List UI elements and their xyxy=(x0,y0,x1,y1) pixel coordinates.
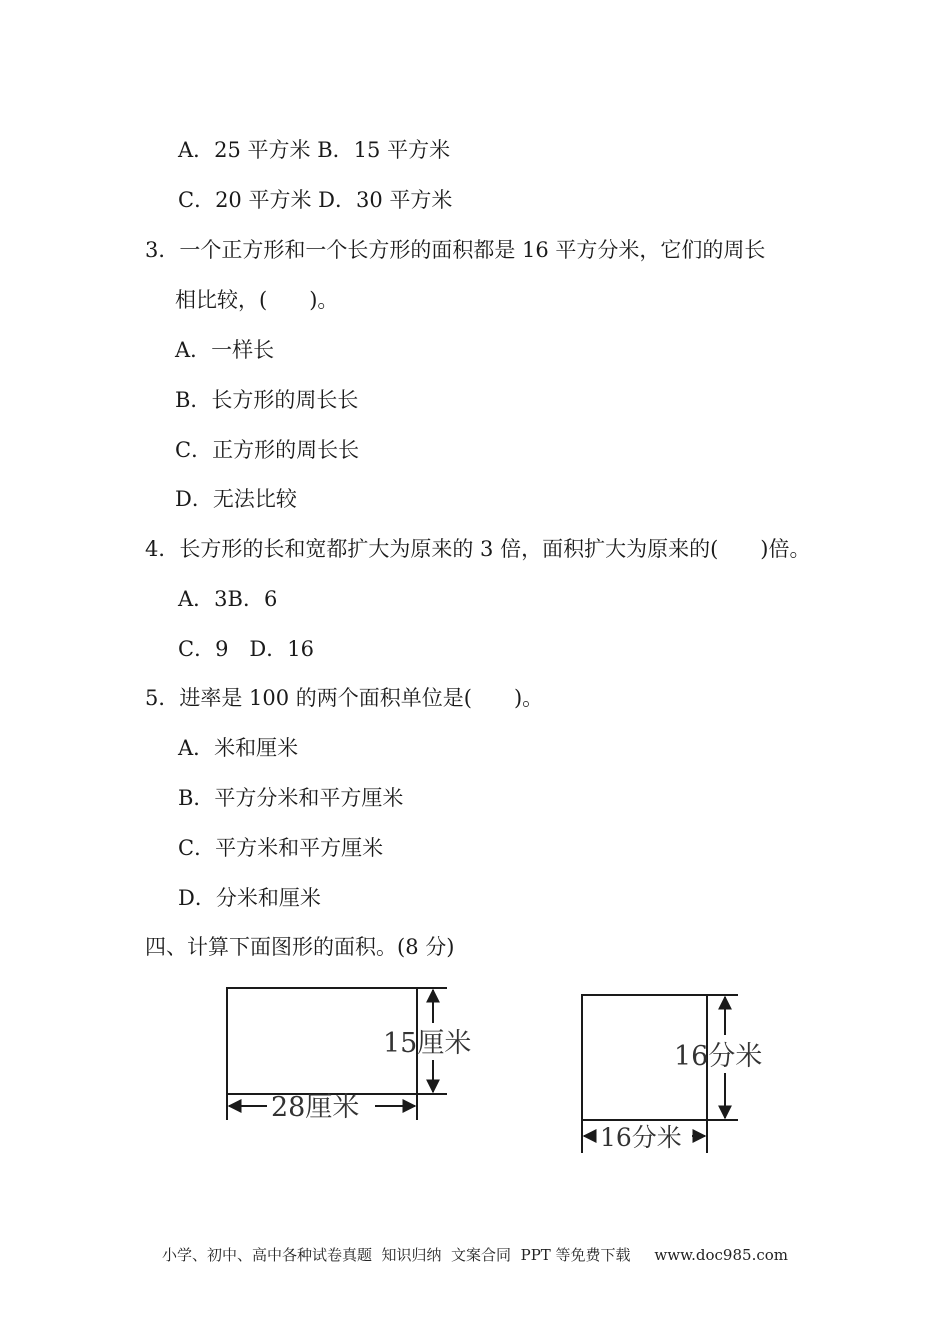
question-4-text: 4．长方形的长和宽都扩大为原来的 3 倍，面积扩大为原来的( )倍。 xyxy=(145,537,811,561)
q3-option-c: C．正方形的周长长 xyxy=(175,438,360,462)
q2-options-ab: A．25 平方米 B．15 平方米 xyxy=(178,138,451,162)
q5-option-b: B．平方分米和平方厘米 xyxy=(178,786,404,810)
height-label: 16分米 xyxy=(674,1041,763,1072)
q3-option-b: B．长方形的周长长 xyxy=(175,388,359,412)
width-label: 16分米 xyxy=(600,1123,682,1152)
q2-options-cd: C．20 平方米 D．30 平方米 xyxy=(178,188,453,212)
q3-option-a: A．一样长 xyxy=(175,338,275,362)
rectangle-figure-1 xyxy=(215,978,490,1128)
square-figure-2 xyxy=(570,985,790,1160)
height-label: 15厘米 xyxy=(383,1028,472,1059)
q3-option-d: D．无法比较 xyxy=(175,487,297,511)
question-3-text: 3．一个正方形和一个长方形的面积都是 16 平方分米，它们的周长 xyxy=(145,238,766,262)
q5-option-a: A．米和厘米 xyxy=(178,736,299,760)
width-label: 28厘米 xyxy=(271,1092,360,1123)
page-footer: 小学、初中、高中各种试卷真题 知识归纳 文案合同 PPT 等免费下载 www.doc985.com xyxy=(161,1246,788,1264)
question-3-text-cont: 相比较，( )。 xyxy=(175,288,339,312)
question-5-text: 5．进率是 100 的两个面积单位是( )。 xyxy=(145,686,544,710)
q4-options-ab: A．3B．6 xyxy=(178,587,278,611)
q4-options-cd: C．9 D．16 xyxy=(178,637,314,661)
q5-option-d: D．分米和厘米 xyxy=(178,886,321,910)
q5-option-c: C．平方米和平方厘米 xyxy=(178,836,384,860)
section-4-heading: 四、计算下面图形的面积。(8 分) xyxy=(145,935,455,959)
